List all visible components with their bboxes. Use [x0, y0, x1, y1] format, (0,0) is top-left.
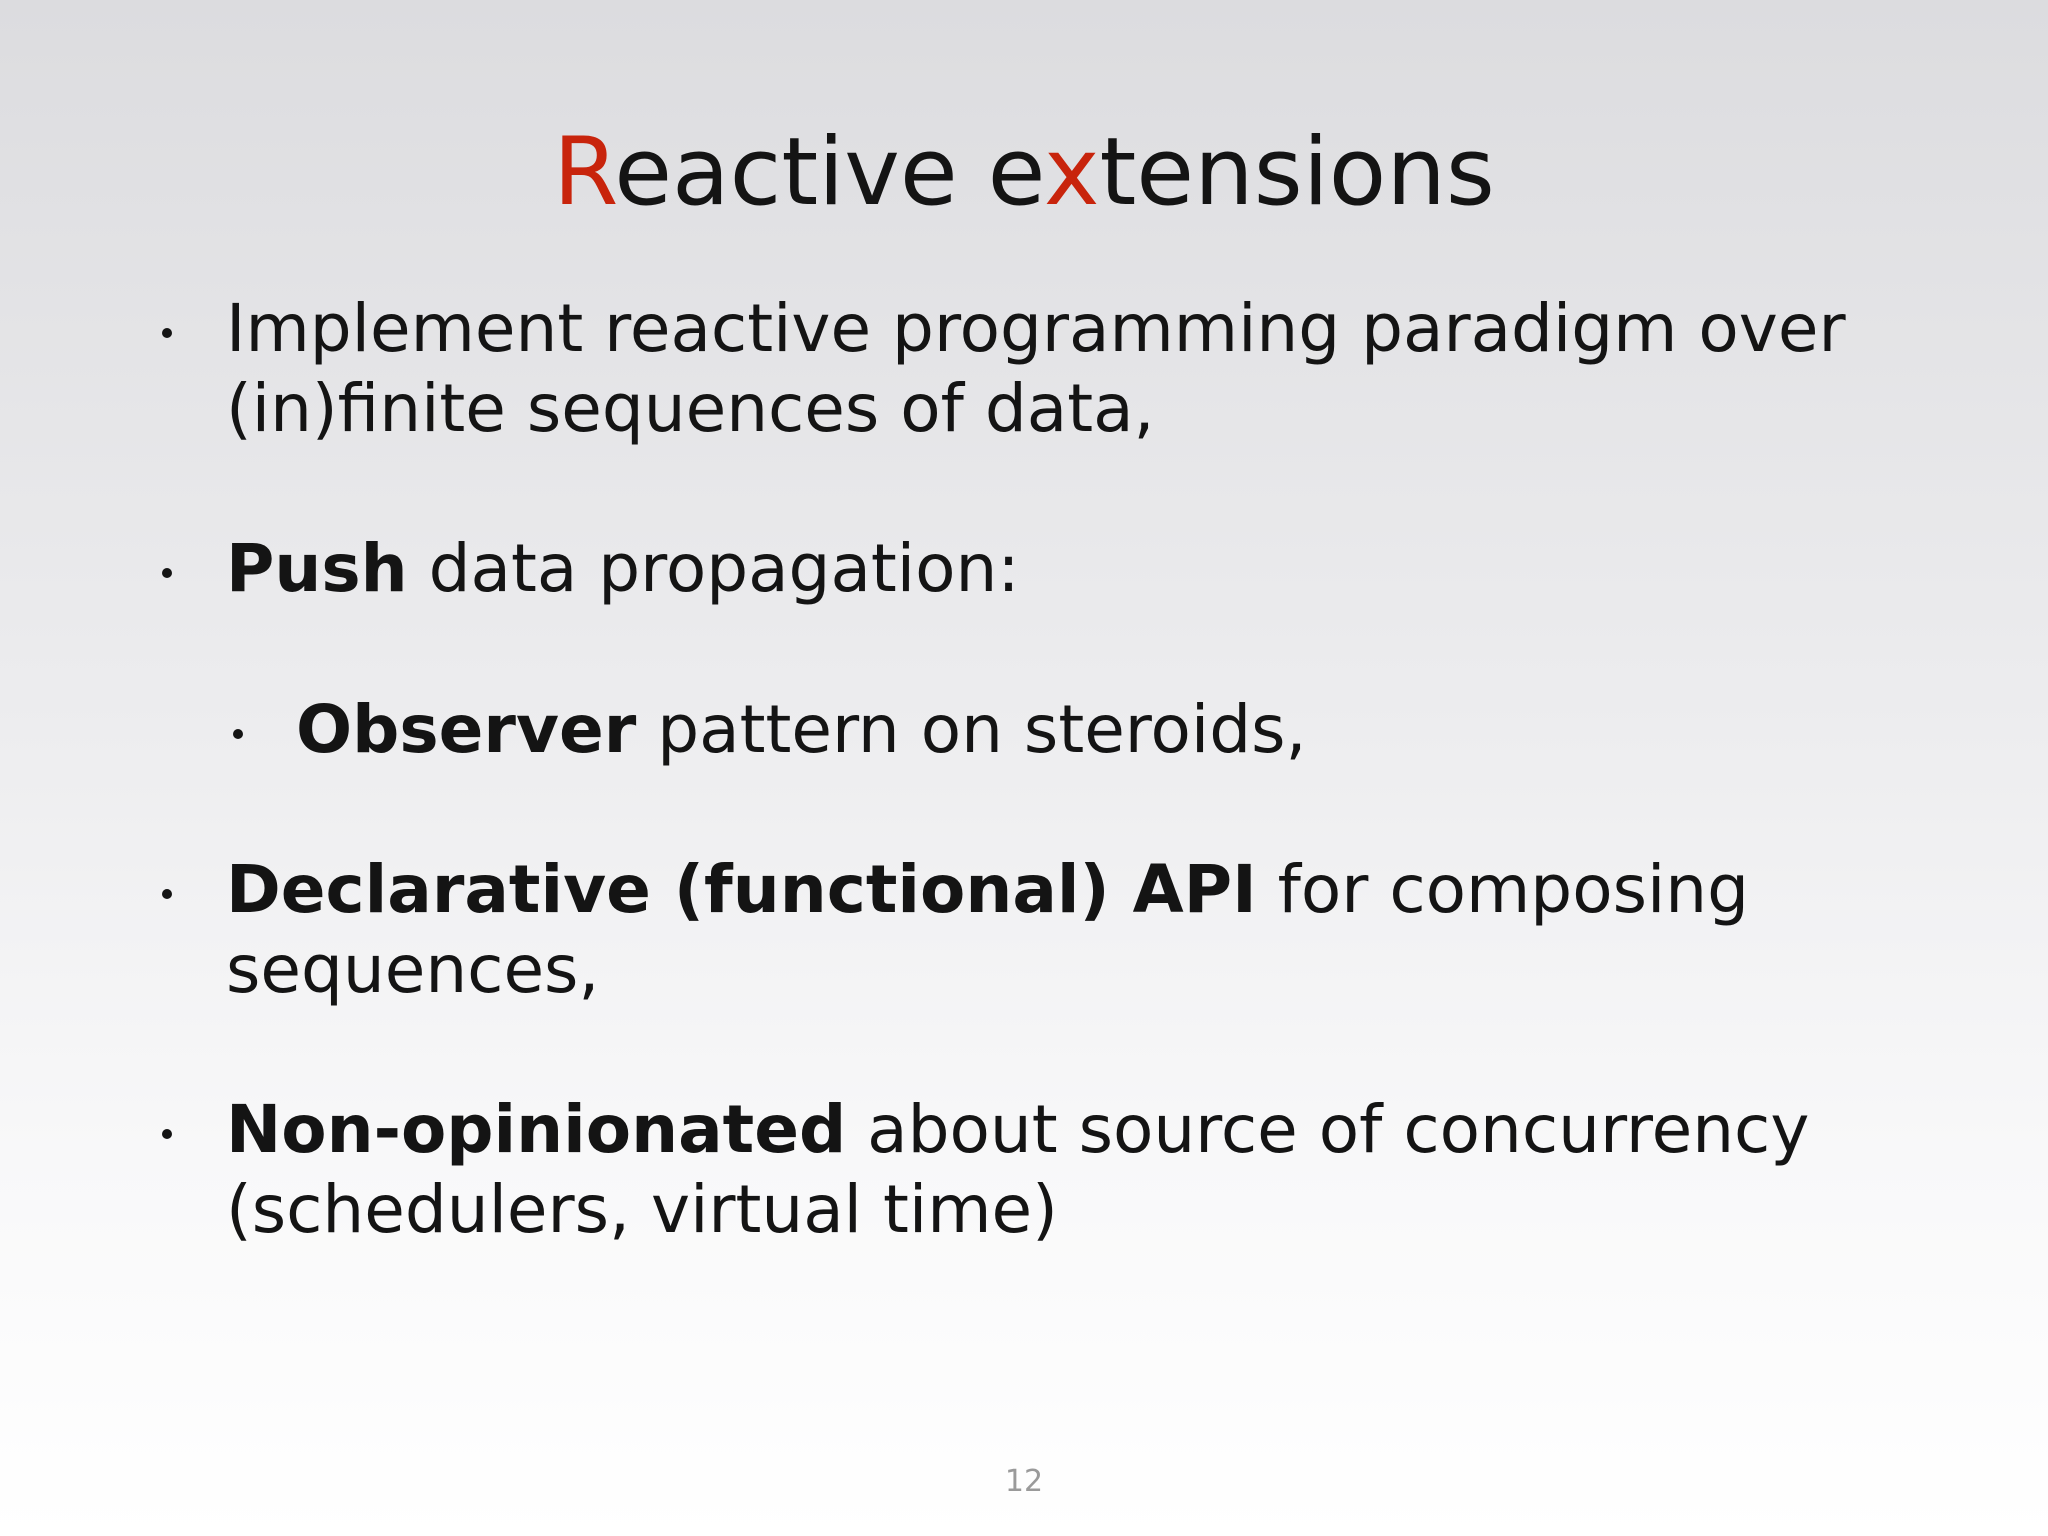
bullet-4-line-1: Non-opinionated about source of concurrency: [226, 1091, 1810, 1168]
sub-bullet-line-1: Observer pattern on steroids,: [296, 691, 1307, 768]
title-accent-x: x: [1043, 118, 1100, 227]
bullet-4-line-2: (schedulers, virtual time): [226, 1171, 1058, 1248]
sub-bullet-dot-icon: [233, 729, 243, 739]
title-text-2: tensions: [1099, 118, 1495, 227]
sub-bullet-bold: Observer: [296, 691, 637, 768]
bullet-dot-icon: [162, 889, 172, 899]
bullet-dot-icon: [162, 1129, 172, 1139]
bullet-2-bold: Push: [226, 530, 408, 607]
page-number: 12: [1004, 1464, 1044, 1499]
bullet-3-bold: Declarative (functional) API: [226, 851, 1257, 928]
bullet-3-line-1: Declarative (functional) API for composing: [226, 851, 1750, 928]
bullet-4-bold: Non-opinionated: [226, 1091, 847, 1168]
bullet-dot-icon: [162, 328, 172, 338]
bullet-dot-icon: [162, 568, 172, 578]
bullet-3-line-2: sequences,: [226, 931, 600, 1008]
title-text-1: eactive e: [614, 118, 1044, 227]
bullet-1-line-1: Implement reactive programming paradigm over: [226, 290, 1846, 367]
bullet-2-line-1: Push data propagation:: [226, 530, 1020, 607]
bullet-1-line-2: (in)finite sequences of data,: [226, 370, 1155, 447]
title-accent-r: R: [553, 118, 615, 227]
